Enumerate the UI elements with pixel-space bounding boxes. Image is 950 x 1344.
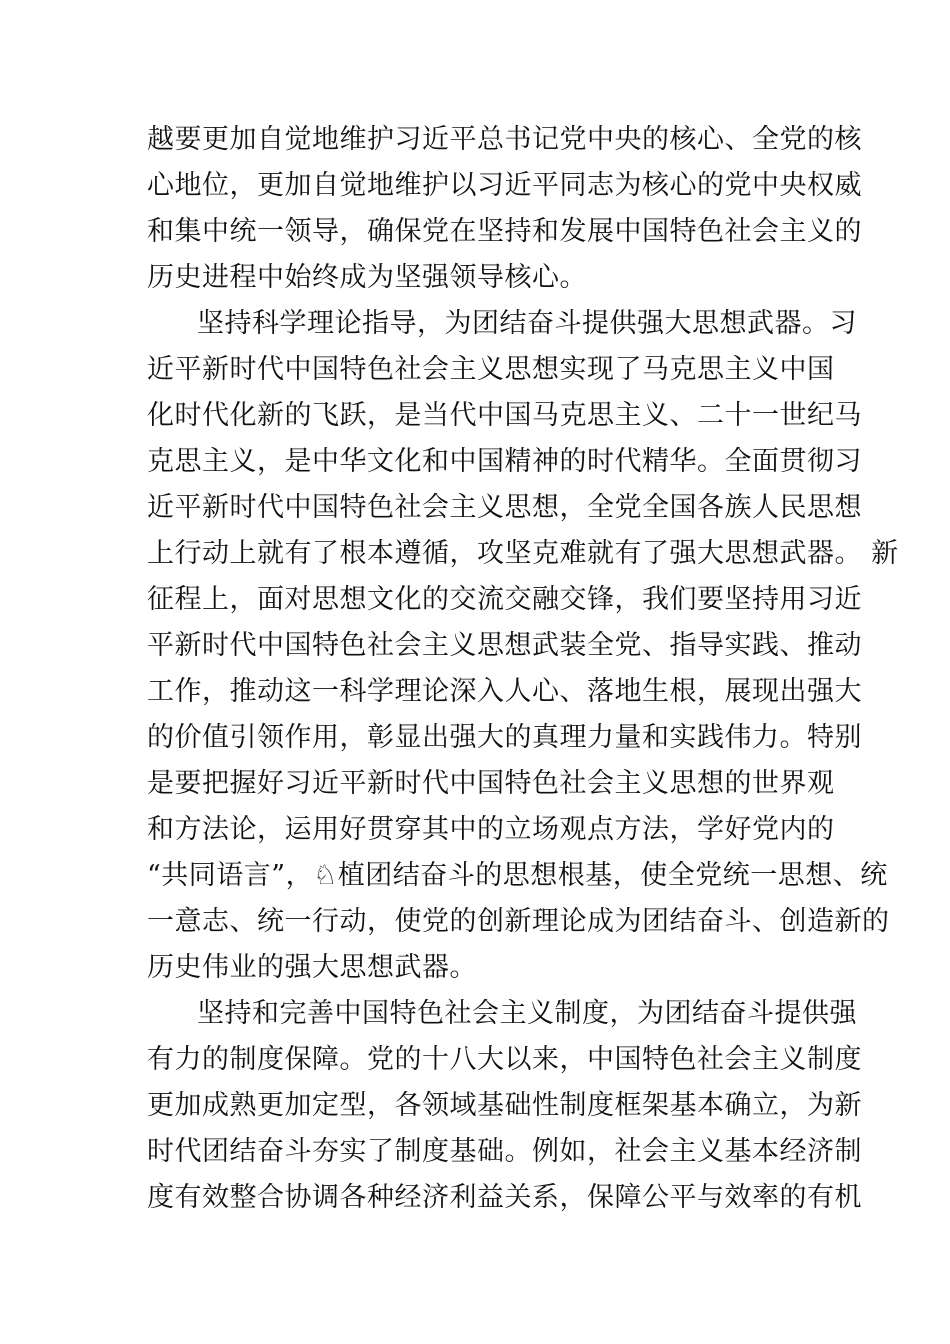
- text-line: 时代团结奋斗夯实了制度基础。例如，社会主义基本经济制: [147, 1136, 862, 1167]
- text-line: 坚持科学理论指导，为团结奋斗提供强大思想武器。习: [197, 308, 857, 339]
- text-line: 坚持和完善中国特色社会主义制度，为团结奋斗提供强: [197, 998, 857, 1029]
- text-line: 和方法论，运用好贯穿其中的立场观点方法，学好党内的: [147, 814, 835, 845]
- text-line: 近平新时代中国特色社会主义思想实现了马克思主义中国: [147, 354, 835, 385]
- text-line: 化时代化新的飞跃，是当代中国马克思主义、二十一世纪马: [147, 400, 862, 431]
- text-line: 工作，推动这一科学理论深入人心、落地生根，展现出强大: [147, 676, 862, 707]
- body-text: [147, 117, 899, 1221]
- paragraph-1: [147, 117, 862, 301]
- text-line: 的价值引领作用，彰显出强大的真理力量和实践伟力。特别: [147, 722, 862, 753]
- text-line: 度有效整合协调各种经济利益关系，保障公平与效率的有机: [147, 1182, 862, 1213]
- text-line: “共同语言”，♘植团结奋斗的思想根基，使全党统一思想、统: [147, 860, 888, 891]
- text-line: 征程上，面对思想文化的交流交融交锋，我们要坚持用习近: [147, 584, 862, 615]
- text-line: 是要把握好习近平新时代中国特色社会主义思想的世界观: [147, 768, 835, 799]
- text-line: 平新时代中国特色社会主义思想武装全党、指导实践、推动: [147, 630, 862, 661]
- text-line: 上行动上就有了根本遵循，攻坚克难就有了强大思想武器。 新: [147, 538, 899, 569]
- text-line: 一意志、统一行动，使党的创新理论成为团结奋斗、创造新的: [147, 906, 890, 937]
- text-line: 历史进程中始终成为坚强领导核心。: [147, 262, 587, 293]
- text-line: 历史伟业的强大思想武器。: [147, 952, 477, 983]
- text-line: 克思主义，是中华文化和中国精神的时代精华。全面贯彻习: [147, 446, 862, 477]
- text-line: 更加成熟更加定型，各领域基础性制度框架基本确立，为新: [147, 1090, 862, 1121]
- text-line: 心地位，更加自觉地维护以习近平同志为核心的党中央权威: [147, 170, 862, 201]
- text-line: 有力的制度保障。党的十八大以来，中国特色社会主义制度: [147, 1044, 862, 1075]
- text-line: 越要更加自觉地维护习近平总书记党中央的核心、全党的核: [147, 124, 862, 155]
- text-line: 和集中统一领导，确保党在坚持和发展中国特色社会主义的: [147, 216, 862, 247]
- paragraph-3: [147, 991, 862, 1221]
- text-line: 近平新时代中国特色社会主义思想，全党全国各族人民思想: [147, 492, 862, 523]
- paragraph-2: [147, 301, 899, 991]
